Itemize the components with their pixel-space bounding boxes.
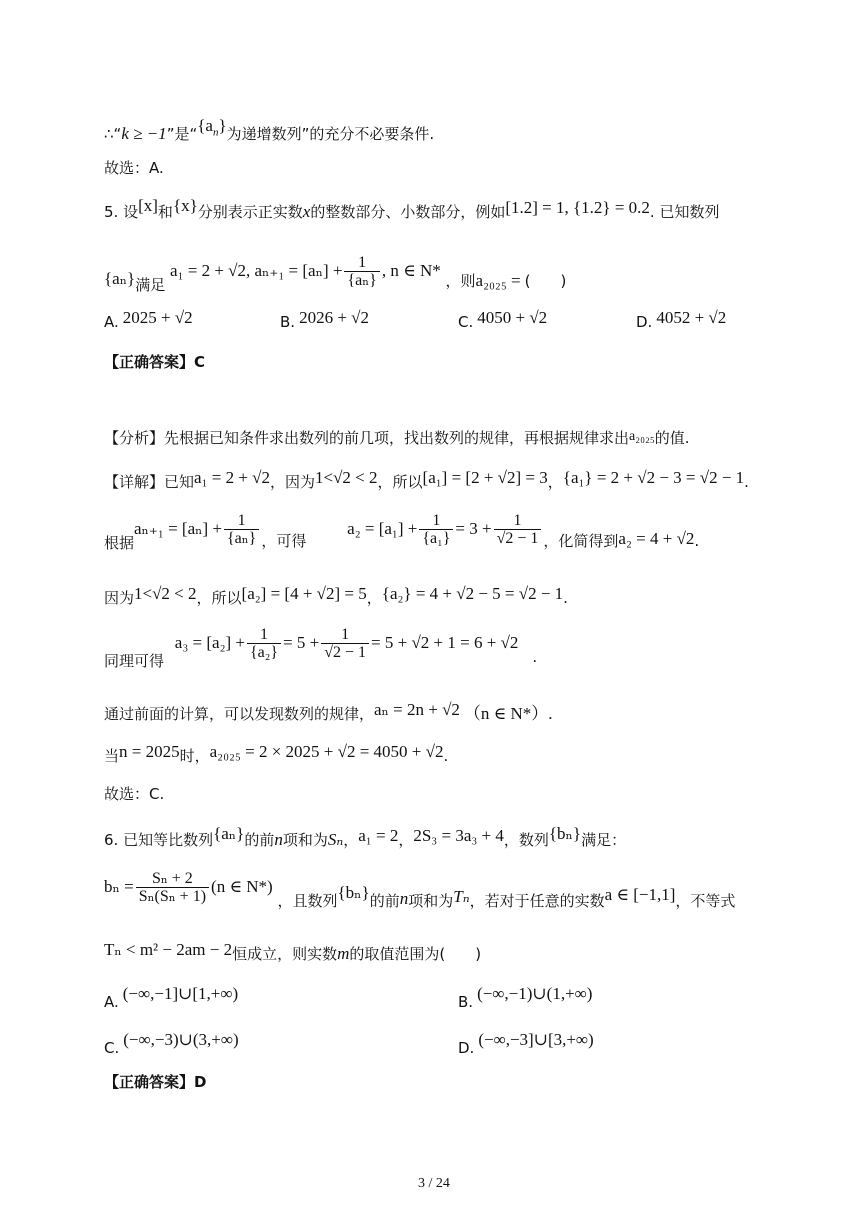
q6-stem-line1	[104, 824, 627, 850]
option-value: (−∞,−1)∪(1,+∞)	[477, 984, 593, 1003]
bn-den: Sₙ(Sₙ + 1)	[138, 888, 207, 905]
option-value: (−∞,−1]∪[1,+∞)	[122, 984, 239, 1003]
q5-when	[104, 742, 449, 766]
option-value: (−∞,−3)∪(3,+∞)	[123, 1030, 239, 1049]
option-value: 2026 + √2	[299, 308, 369, 327]
a3-mid: = 5 +	[283, 633, 320, 652]
definition-left: a₁ = 2 + √2, aₙ₊₁ = [aₙ] +	[170, 261, 343, 280]
q5-detail-line4	[104, 626, 538, 670]
q5-intro-d: . 已知数列	[649, 203, 720, 221]
definition-fraction	[344, 254, 379, 289]
q6-answer: 【正确答案】D	[104, 1073, 207, 1091]
dot: .	[694, 532, 700, 550]
q5-stem-line1	[104, 196, 720, 222]
bn-cond: (n ∈ N*)	[211, 877, 273, 896]
by-den: {aₙ}	[226, 530, 257, 547]
q5-stem-line2	[104, 254, 567, 294]
option-label: C.	[458, 313, 474, 331]
because-expr: 1<√2 < 2	[134, 584, 197, 603]
when-expr: n = 2025	[119, 742, 180, 761]
a2-den2: √2 − 1	[496, 530, 539, 547]
a2-fraction	[419, 512, 453, 547]
by-word: 根据	[104, 534, 135, 552]
answer-paren: ( )	[524, 272, 567, 290]
q6-stem-line2	[104, 870, 736, 910]
m-var: m	[337, 944, 350, 963]
a2-fraction2	[494, 512, 542, 547]
option-label: C.	[104, 1039, 120, 1057]
q6-line2-e: ，不等式	[675, 892, 736, 910]
n-var-2: n	[399, 889, 409, 908]
option-label: A.	[104, 993, 119, 1011]
detail-expr4: {a₁} = 2 + √2 − 3 = √2 − 1	[562, 468, 745, 487]
a2-result: a₂ = 4 + √2	[618, 529, 695, 548]
analysis-expr: a₂₀₂₅	[629, 429, 655, 444]
seq-b-2: {bₙ}	[337, 883, 370, 902]
q4-choice: 故选：A.	[104, 159, 164, 177]
page-number: 3 / 24	[418, 1176, 450, 1191]
a3-num: 1	[247, 626, 281, 644]
a2-den: {a₁}	[422, 530, 451, 547]
q6-line2-d: ，若对于任意的实数	[469, 892, 605, 910]
detail-b: ，因为	[270, 473, 316, 491]
a3-num2: 1	[321, 626, 369, 644]
by-num: 1	[224, 512, 259, 530]
when-result: a₂₀₂₅ = 2 × 2025 + √2 = 4050 + √2	[209, 742, 444, 761]
detail-c: ，所以	[377, 473, 423, 491]
conclusion-suffix: 为递增数列”的充分不必要条件.	[226, 125, 435, 143]
q6-d: ，数列	[503, 831, 549, 849]
q6-line3: 恒成立，则实数	[232, 945, 338, 963]
q5-intro-c: 的整数部分、小数部分，例如	[310, 203, 506, 221]
option-label: B.	[280, 313, 296, 331]
ask-word: ，则	[445, 272, 476, 290]
q5-option-d	[636, 308, 727, 332]
pattern-expr: aₙ = 2n + √2	[374, 700, 460, 719]
q6-line2-c: 项和为	[408, 892, 454, 910]
q6-option-a	[104, 984, 239, 1011]
q6-b: 的前	[244, 831, 275, 849]
detail-expr1: a₁ = 2 + √2	[194, 468, 270, 487]
quote-mid: ”是“	[166, 125, 198, 143]
so-word: ，所以	[196, 589, 242, 607]
option-label: D.	[458, 1039, 475, 1057]
analysis-text: 【分析】先根据已知条件求出数列的前几项，找出数列的规律，再根据规律求出	[104, 429, 630, 447]
satisfies-word: 满足	[135, 276, 166, 294]
and-word: 和	[157, 203, 173, 221]
q5-option-b	[280, 308, 369, 332]
a2-num2: 1	[494, 512, 542, 530]
frac-a2-expr: {a₂} = 4 + √2 − 5 = √2 − 1	[381, 584, 564, 603]
a3-fraction	[247, 626, 281, 661]
q5-detail-line2	[104, 512, 700, 552]
var-x: x	[302, 202, 311, 221]
analysis-end: 的值.	[654, 429, 690, 447]
seq-close: }	[218, 116, 227, 135]
detail-e: .	[744, 473, 749, 491]
q6-option-d	[458, 1030, 594, 1057]
q6-stem-line3	[104, 940, 482, 964]
detail-expr2: 1<√2 < 2	[315, 468, 378, 487]
q6-e: 满足：	[581, 831, 627, 849]
option-value: 4050 + √2	[477, 308, 548, 327]
seq-a: {aₙ}	[213, 824, 245, 843]
sum-equation: 2S₃ = 3a₃ + 4	[413, 826, 504, 845]
q6-c: 项和为	[282, 831, 328, 849]
bracket-x: [x]	[138, 196, 158, 215]
option-label: D.	[636, 313, 653, 331]
ask-expr: a₂₀₂₅ =	[475, 271, 521, 290]
brace-x: {x}	[172, 196, 198, 215]
q5-analysis	[104, 428, 690, 450]
detail-expr3: [a₁] = [2 + √2] = 3	[422, 468, 548, 487]
q6-comma2: ，	[398, 831, 414, 849]
seq-a-symbol: {aₙ}	[104, 269, 136, 288]
q6-intro: 6. 已知等比数列	[104, 831, 214, 849]
option-value: 4052 + √2	[656, 308, 727, 327]
therefore-prefix: ∴“	[104, 125, 122, 143]
a3-den: {a₂}	[250, 644, 279, 661]
similarly-word: 同理可得	[104, 652, 165, 670]
dot: .	[532, 648, 538, 666]
q5-detail-line3	[104, 584, 568, 608]
sequence-symbol	[197, 116, 227, 139]
q5-pattern	[104, 700, 553, 724]
example-expr: [1.2] = 1, {1.2} = 0.2	[505, 198, 650, 217]
q5-option-c	[458, 308, 548, 332]
q5-option-a	[104, 308, 193, 332]
q6-line3-b: 的取值范围为( )	[349, 945, 482, 963]
q6-comma1: ，	[343, 831, 359, 849]
a2-num: 1	[419, 512, 453, 530]
a2-mid: = 3 +	[455, 519, 492, 538]
a3-den2: √2 − 1	[324, 644, 367, 661]
a3-end: = 5 + √2 + 1 = 6 + √2	[371, 633, 519, 652]
conclusion-line	[104, 116, 435, 150]
a-range: a ∈ [−1,1]	[604, 885, 676, 904]
dot: .	[563, 589, 568, 607]
so-expr: [a₂] = [4 + √2] = 5	[241, 584, 367, 603]
because-word: 因为	[104, 589, 135, 607]
def-num: 1	[344, 254, 379, 272]
pattern-cond: （n ∈ N*）.	[463, 704, 553, 723]
by-fraction	[224, 512, 259, 547]
when-word: 当	[104, 747, 120, 765]
comma: ，	[366, 589, 382, 607]
seq-open: {a	[197, 116, 213, 135]
option-label: A.	[104, 313, 119, 331]
detail-d: ，	[547, 473, 563, 491]
can-word: ，可得	[261, 532, 307, 550]
q5-intro-b: 分别表示正实数	[197, 203, 303, 221]
seq-b: {bₙ}	[548, 824, 582, 843]
seq-sub: n	[212, 126, 219, 139]
bn-left: bₙ =	[104, 877, 134, 896]
inequality: Tₙ < m² − 2am − 2	[104, 940, 233, 959]
a1-expr: a₁ = 2	[358, 826, 399, 845]
q6-line2-b: 的前	[369, 892, 400, 910]
when-b: 时，	[179, 747, 210, 765]
n-var: n	[274, 830, 283, 849]
def-den: {aₙ}	[347, 272, 377, 289]
bn-num: Sₙ + 2	[136, 870, 209, 888]
detail-label: 【详解】已知	[104, 473, 195, 491]
q6-line2-a: ，且数列	[277, 892, 338, 910]
simplify-word: ，化简得到	[543, 532, 619, 550]
condition-expr: k ≥ −1	[121, 124, 167, 143]
q5-detail-line1	[104, 468, 749, 492]
q5-number: 5. 设	[104, 203, 139, 221]
a2-expr: a₂ = [a₁] +	[347, 519, 418, 538]
a3-expr: a₃ = [a₂] +	[174, 633, 245, 652]
pattern-text: 通过前面的计算，可以发现数列的规律，	[104, 705, 375, 723]
option-value: (−∞,−3]∪[3,+∞)	[478, 1030, 594, 1049]
definition-right: , n ∈ N*	[381, 261, 441, 280]
q6-option-b	[458, 984, 593, 1011]
tn-var: Tₙ	[453, 887, 470, 906]
option-value: 2025 + √2	[122, 308, 193, 327]
option-label: B.	[458, 993, 474, 1011]
sn-var: Sₙ	[327, 830, 344, 849]
a3-fraction2	[321, 626, 369, 661]
q5-choice: 故选：C.	[104, 785, 165, 803]
q5-answer: 【正确答案】C	[104, 353, 206, 371]
q6-option-c	[104, 1030, 239, 1057]
dot: .	[443, 747, 449, 765]
by-expr: aₙ₊₁ = [aₙ] +	[134, 519, 222, 538]
bn-fraction	[136, 870, 209, 905]
